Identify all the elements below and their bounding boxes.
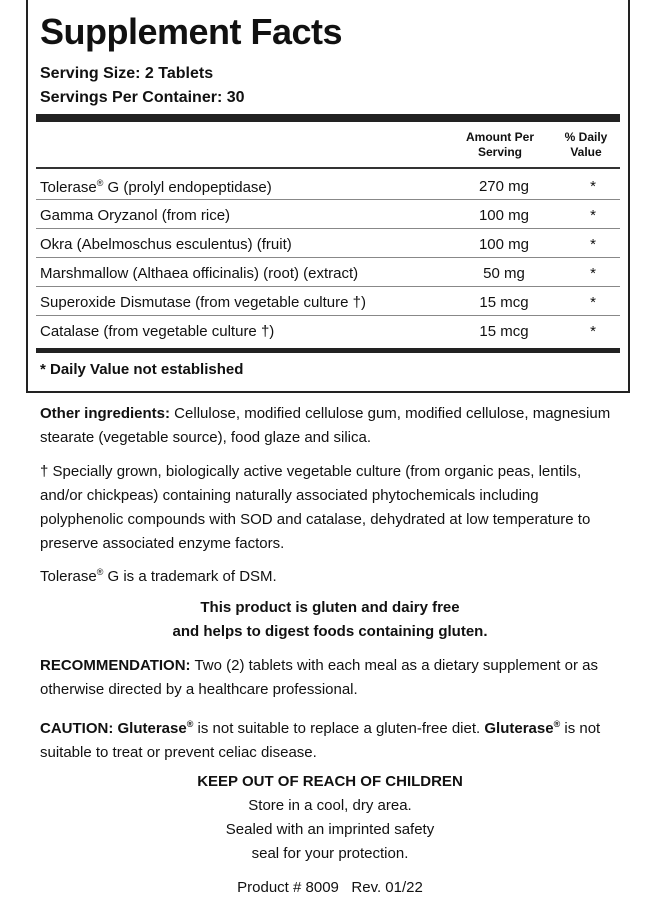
nutrient-name — [40, 323, 274, 340]
nutrient-name-rest: G (prolyl endopeptidase) — [103, 179, 272, 196]
nutrient-name-text: Gamma Oryzanol (from rice) — [40, 207, 231, 224]
nutrient-name-text: Okra (Abelmoschus esculentus) (fruit) — [40, 236, 292, 253]
trademark-rest: G is a trademark of DSM. — [103, 568, 277, 585]
dv-header-line2: Value — [570, 145, 602, 159]
other-ingredients-text: Cellulose, modified cellulose gum, modified cellulose, magnesium stearate (vegetable source), food glaze and silica. — [40, 405, 611, 446]
nutrient-name-text: Superoxide Dismutase (from vegetable culture †) — [40, 294, 366, 311]
other-ingredients-label: Other ingredients: — [40, 405, 171, 422]
caution — [40, 712, 630, 765]
nutrient-amount: 270 mg — [478, 178, 530, 195]
recommendation — [40, 654, 630, 702]
nutrient-name — [40, 265, 358, 282]
supplement-facts-panel — [26, 0, 630, 393]
storage-line1: Store in a cool, dry area. — [248, 797, 412, 814]
nutrient-name — [40, 207, 230, 224]
amount-per-serving-header — [452, 130, 548, 160]
amount-header-line2: Serving — [477, 145, 522, 159]
nutrient-row — [36, 171, 620, 200]
dv-header-line1: % Daily — [564, 130, 608, 144]
daily-value-header — [556, 130, 616, 160]
nutrient-daily-value: * — [590, 236, 596, 253]
nutrient-row — [36, 258, 620, 287]
caution-label: CAUTION: — [40, 720, 114, 737]
nutrient-row — [36, 200, 620, 229]
nutrient-name — [40, 178, 272, 196]
nutrient-daily-value: * — [590, 265, 596, 282]
recommendation-label: RECOMMENDATION: — [40, 657, 191, 674]
culture-note: † Specially grown, biologically active vegetable culture (from organic peas, lentils, and/or chickpeas) containing naturally associated phytochemicals including polyphenolic compounds with SOD and catalase, dehydrated at low temperature to preserve associated enzyme factors. — [40, 463, 591, 552]
nutrient-name-text: Catalase (from vegetable culture †) — [40, 323, 275, 340]
nutrient-name-text: Tolerase — [40, 179, 97, 196]
keep-out-of-reach: KEEP OUT OF REACH OF CHILDREN — [197, 773, 463, 790]
daily-value-footnote: * Daily Value not established — [40, 361, 244, 378]
bottom-divider — [36, 348, 620, 353]
other-ingredients — [40, 402, 640, 450]
caution-text-1: is not suitable to replace a gluten-free diet. — [193, 720, 481, 737]
nutrient-amount: 15 mcg — [479, 294, 529, 311]
gluten-free-line1: This product is gluten and dairy free — [200, 599, 460, 616]
nutrient-daily-value: * — [590, 323, 596, 340]
amount-header-line1: Amount Per — [465, 130, 534, 144]
thick-divider — [36, 114, 620, 122]
nutrient-amount: 50 mg — [483, 265, 525, 282]
storage-line3: seal for your protection. — [251, 845, 409, 862]
nutrient-amount: 100 mg — [478, 207, 530, 224]
nutrient-daily-value: * — [590, 294, 596, 311]
nutrient-row — [36, 229, 620, 258]
trademark-note — [40, 560, 640, 589]
nutrient-amount: 15 mcg — [479, 323, 529, 340]
nutrient-name-text: Marshmallow (Althaea officinalis) (root) (extract) — [40, 265, 359, 282]
trademark-reg: ® — [96, 567, 104, 577]
serving-size: Serving Size: 2 Tablets — [40, 65, 214, 82]
caution-brand-2: Gluterase — [480, 720, 554, 737]
servings-per-container: Servings Per Container: 30 — [40, 89, 245, 106]
gluten-free-line2: and helps to digest foods containing gluten. — [172, 623, 488, 640]
trademark-name: Tolerase — [40, 568, 97, 585]
nutrient-name — [40, 236, 292, 253]
header-divider — [36, 167, 620, 169]
recommendation-text: Two (2) tablets with each meal as a dietary supplement or as otherwise directed by a healthcare professional. — [40, 657, 598, 698]
storage-line2: Sealed with an imprinted safety — [225, 821, 435, 838]
registered-mark: ® — [96, 178, 104, 188]
caution-brand-1: Gluterase — [113, 720, 187, 737]
nutrient-row — [36, 316, 620, 345]
nutrient-daily-value: * — [590, 207, 596, 224]
facts-title: Supplement Facts — [40, 11, 343, 52]
nutrient-row — [36, 287, 620, 316]
nutrient-amount: 100 mg — [478, 236, 530, 253]
caution-reg-2: ® — [553, 719, 561, 729]
product-code: Product # 8009 Rev. 01/22 — [237, 879, 423, 896]
caution-text-2: is not suitable to treat or prevent celiac disease. — [40, 720, 601, 761]
caution-reg-1: ® — [186, 719, 194, 729]
nutrient-name — [40, 294, 366, 311]
nutrient-daily-value: * — [590, 178, 596, 195]
